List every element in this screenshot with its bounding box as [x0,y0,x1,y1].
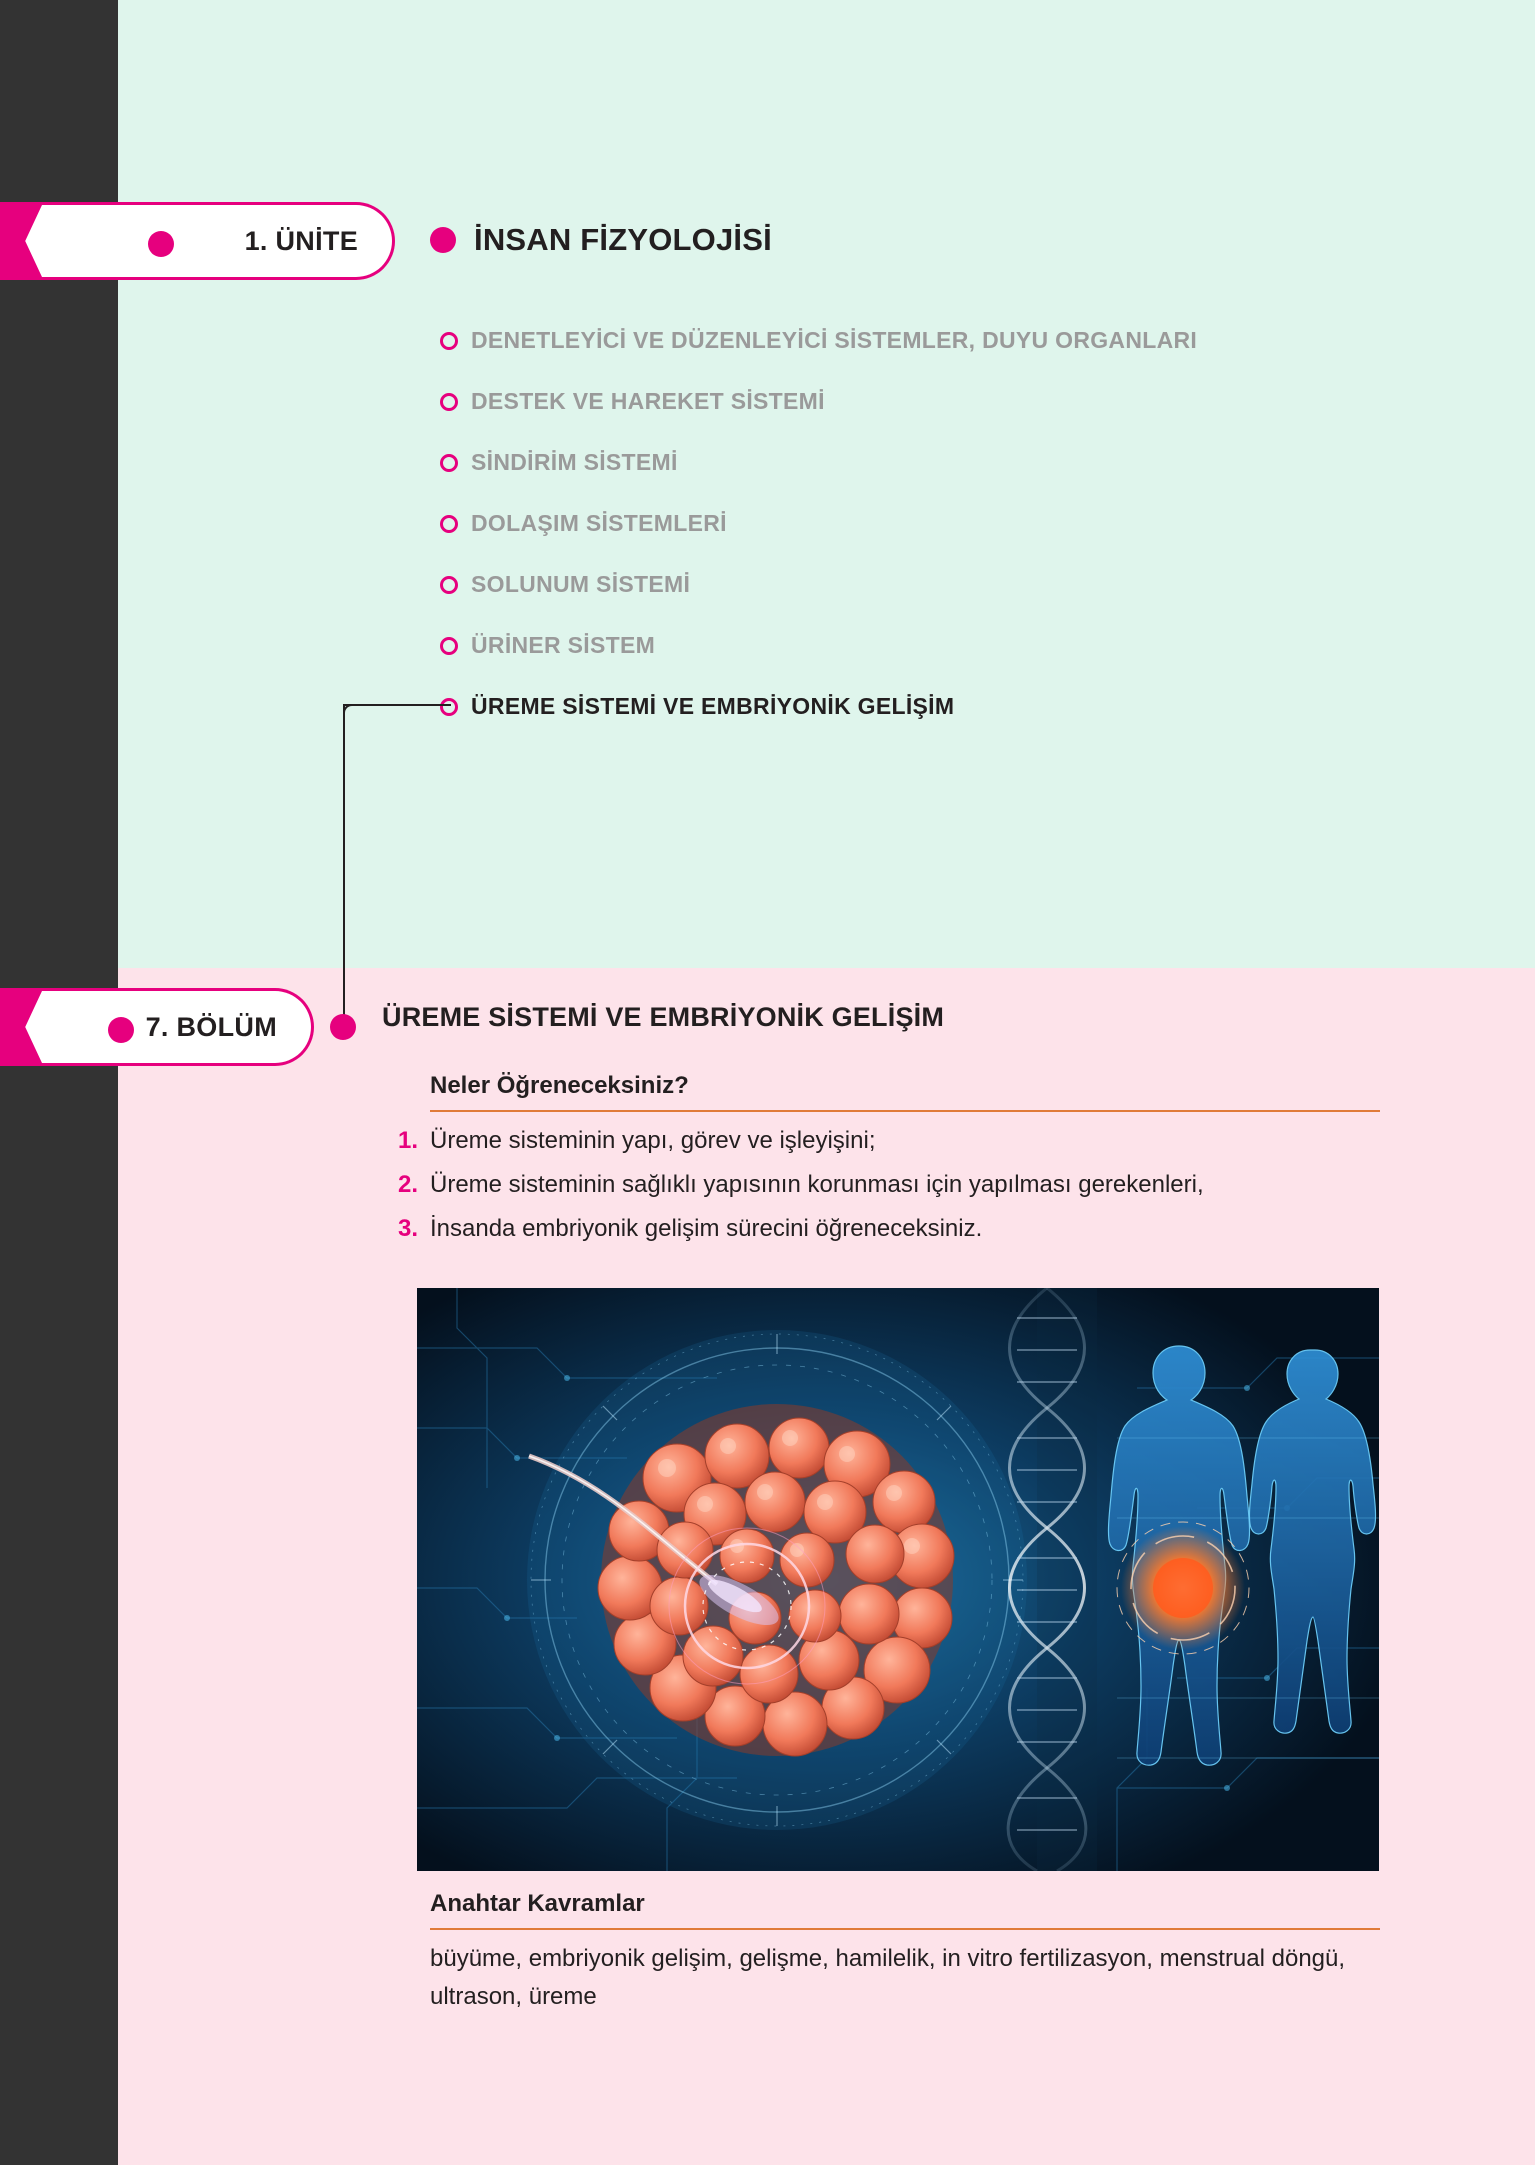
list-item-number: 1. [397,1127,418,1154]
unit-item-label: DOLAŞIM SİSTEMLERİ [471,510,727,536]
connector-line [343,690,453,1020]
unit-heading [430,222,772,258]
list-item [386,1122,1416,1160]
left-dark-strip [0,0,118,2165]
chapter-flag [0,988,314,1066]
list-item[interactable] [440,493,1440,554]
unit-item-label: ÜREME SİSTEMİ VE EMBRİYONİK GELİŞİM [471,693,955,719]
unit-flag-notch [0,205,42,277]
key-concepts-text: büyüme, embriyonik gelişim, gelişme, hamilelik, in vitro fertilizasyon, menstrual döngü, ultrason, üreme [430,1945,1346,2010]
list-item-text: Üreme sisteminin yapı, görev ve işleyişini; [430,1127,876,1154]
unit-title: İNSAN FİZYOLOJİSİ [474,222,772,257]
chapter-bullet-icon [330,1014,356,1040]
list-item[interactable] [440,371,1440,432]
learning-objectives-heading: Neler Öğreneceksiniz? [430,1072,689,1099]
open-circle-icon [440,637,458,655]
list-item[interactable] [440,615,1440,676]
key-concepts-divider [430,1928,1380,1930]
list-item[interactable] [440,554,1440,615]
open-circle-icon [440,515,458,533]
list-item [386,1210,1416,1248]
list-item [386,1166,1416,1204]
unit-item-label: SOLUNUM SİSTEMİ [471,571,691,597]
unit-topic-list [440,310,1440,737]
chapter-figure [417,1288,1379,1871]
list-item-number: 2. [397,1171,418,1198]
unit-item-label: DENETLEYİCİ VE DÜZENLEYİCİ SİSTEMLER, DUYU ORGANLARI [471,327,1198,353]
unit-item-label: ÜRİNER SİSTEM [471,632,656,658]
list-item[interactable] [440,310,1440,371]
page-title: ÜREME SİSTEMİ VE EMBRİYONİK GELİŞİM [382,1002,945,1032]
open-circle-icon [440,454,458,472]
figure-illustration [417,1288,1379,1871]
unit-flag [0,202,395,280]
list-item-number: 3. [397,1215,418,1242]
unit-item-label: SİNDİRİM SİSTEMİ [471,449,678,475]
list-item-text: İnsanda embriyonik gelişim sürecini öğreneceksiniz. [430,1215,983,1242]
open-circle-icon [440,393,458,411]
connector-corner [343,704,363,724]
unit-item-label: DESTEK VE HAREKET SİSTEMİ [471,388,825,414]
list-item-current[interactable] [440,676,1440,737]
list-item[interactable] [440,432,1440,493]
open-circle-icon [440,576,458,594]
connector-vertical [343,706,345,1020]
unit-flag-dot [148,231,174,257]
open-circle-icon [440,332,458,350]
chapter-flag-dot [108,1017,134,1043]
learning-objectives-divider [430,1110,1380,1112]
unit-flag-label: 1. ÜNİTE [244,225,358,256]
key-concepts-heading: Anahtar Kavramlar [430,1890,645,1917]
filled-dot-icon [430,227,456,253]
learning-objectives-list [386,1122,1416,1254]
list-item-text: Üreme sisteminin sağlıklı yapısının korunması için yapılması gerekenleri, [430,1171,1204,1198]
chapter-flag-label: 7. BÖLÜM [145,1011,277,1042]
chapter-flag-notch [0,991,42,1063]
